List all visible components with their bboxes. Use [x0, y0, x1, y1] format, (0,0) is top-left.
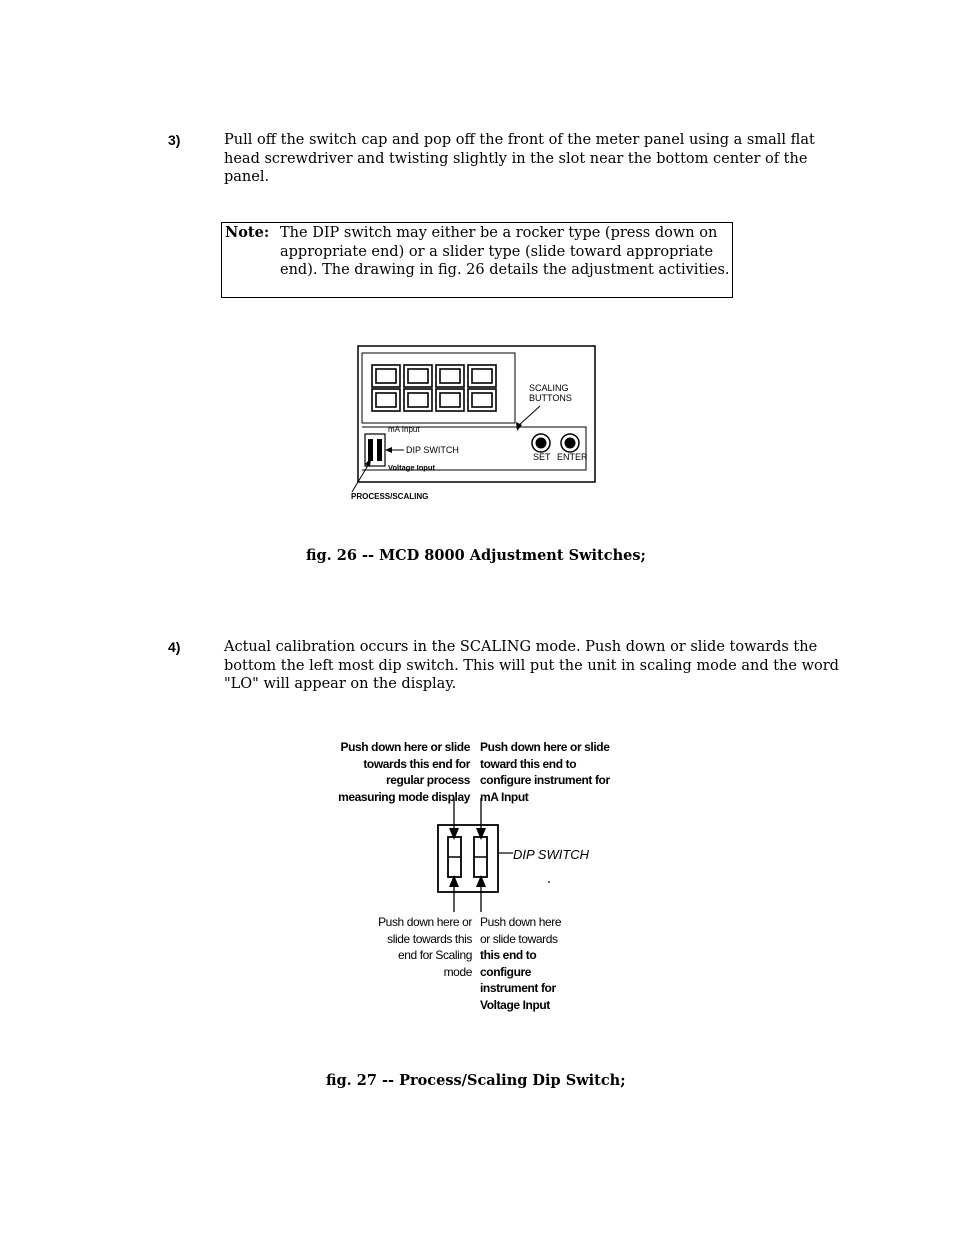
scaling-buttons-label-2: BUTTONS: [529, 393, 572, 403]
fig27-top-right-line: configure instrument for: [480, 773, 610, 787]
note-label: Note:: [225, 224, 270, 241]
fig27-top-left-line: Push down here or slide: [340, 740, 470, 754]
enter-label: ENTER: [557, 452, 588, 462]
figure-27-caption: fig. 27 -- Process/Scaling Dip Switch;: [326, 1072, 626, 1089]
fig27-bottom-right-text: [480, 914, 620, 1013]
fig27-top-left-line: regular process: [385, 773, 470, 787]
fig27-top-right-line: toward this end to: [480, 756, 577, 771]
note-box: [221, 222, 733, 298]
fig27-bottom-right-line: Voltage Input: [480, 997, 550, 1012]
fig27-dip-switch-label: DIP SWITCH: [513, 847, 590, 862]
set-label: SET: [533, 452, 551, 462]
fig27-top-left-line: towards this end for: [363, 756, 470, 771]
step-4-text: Actual calibration occurs in the SCALING mode. Push down or slide towards the bottom the left most dip switch. This will put the unit in scaling mode and the word "LO" will appear on the display.: [224, 639, 839, 692]
dip-switch-label: DIP SWITCH: [406, 445, 459, 455]
voltage-input-label: Voltage Input: [388, 463, 435, 472]
process-scaling-label: PROCESS/SCALING: [351, 492, 429, 501]
scaling-buttons-label-1: SCALING: [529, 383, 569, 393]
fig27-bottom-left-text: [320, 914, 472, 980]
fig27-bottom-right-line: Push down here: [480, 915, 562, 929]
step-4-number: 4): [168, 639, 181, 655]
fig27-bottom-right-line: configure: [480, 964, 532, 979]
figure-26-caption: fig. 26 -- MCD 8000 Adjustment Switches;: [306, 547, 646, 564]
step-3-text: Pull off the switch cap and pop off the front of the meter panel using a small flat head screwdriver and twisting slightly in the slot near the bottom center of the panel.: [224, 132, 815, 185]
step-3-number: 3): [168, 132, 181, 148]
fig27-bottom-right-line: or slide towards: [480, 931, 558, 946]
note-text: The DIP switch may either be a rocker type (press down on appropriate end) or a slider type (slide toward appropriate end). The drawing in fig. 26 details the adjustment activities.: [280, 225, 730, 278]
fig27-bottom-left-line: mode: [443, 964, 472, 979]
fig27-bottom-left-line: Push down here or: [378, 915, 472, 929]
fig27-top-left-line: measuring mode display: [338, 789, 470, 804]
fig27-bottom-left-line: end for Scaling: [397, 948, 472, 962]
fig27-bottom-right-line: this end to: [480, 948, 537, 962]
fig27-top-right-text: [480, 739, 640, 805]
fig27-bottom-right-line: instrument for: [480, 981, 556, 995]
ma-input-label: mA Input: [388, 425, 420, 434]
fig27-top-right-line: Push down here or slide: [480, 740, 610, 754]
fig27-top-left-text: [300, 739, 470, 805]
figure-26-meter-panel: [340, 340, 610, 510]
fig27-top-right-line: mA Input: [480, 789, 529, 804]
fig27-bottom-left-line: slide towards this: [387, 931, 472, 946]
